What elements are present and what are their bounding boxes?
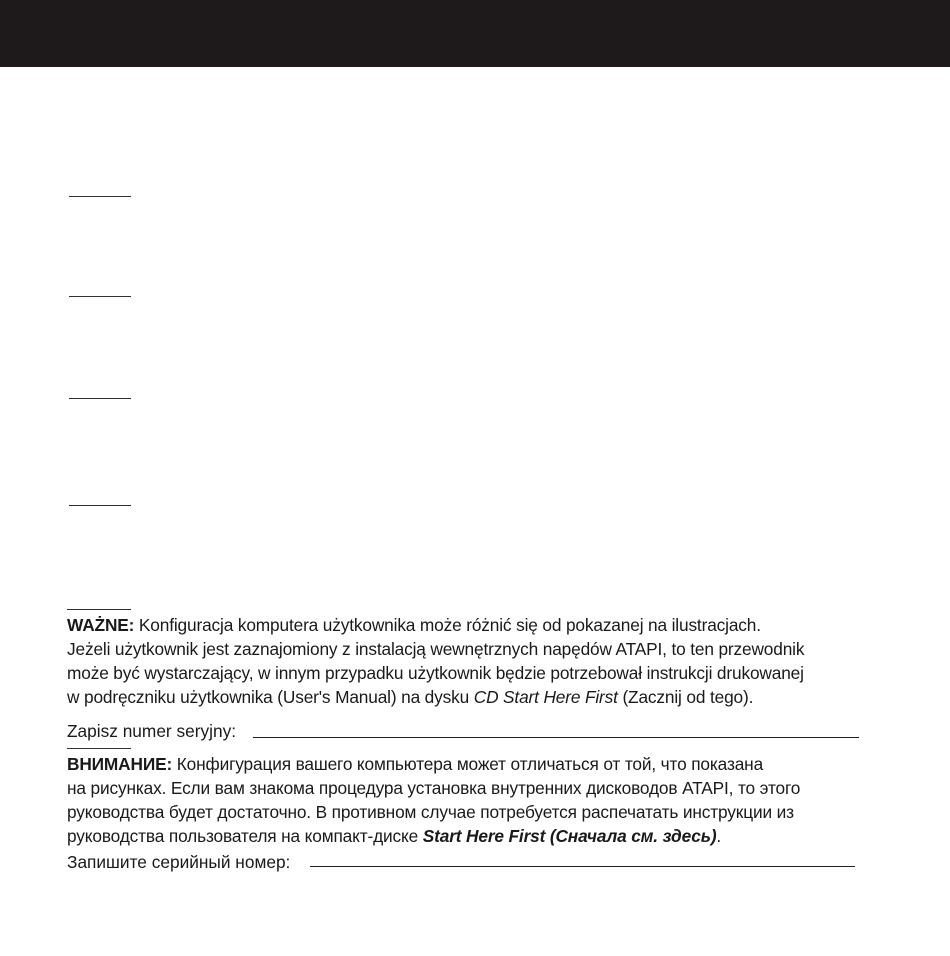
russian-cd-title: Start Here First (Сначала см. здесь): [422, 826, 717, 846]
divider-rule: [67, 748, 131, 749]
polish-notice-line: [67, 685, 877, 709]
polish-serial-label: Zapisz numer seryjny:: [67, 721, 237, 741]
russian-notice-heading: ВНИМАНИЕ:: [67, 754, 173, 774]
divider-rule: [69, 196, 131, 197]
polish-serial-field[interactable]: [253, 737, 859, 738]
russian-notice-line: [67, 752, 877, 776]
polish-cd-title: CD Start Here First: [473, 687, 618, 707]
russian-notice-text: Конфигурация вашего компьютера может отличаться от той, что показана: [176, 754, 764, 774]
polish-notice: [67, 613, 877, 709]
polish-notice-line: Jeżeli użytkownik jest zaznajomiony z instalacją wewnętrznych napędów ATAPI, to ten przewodnik: [67, 639, 805, 659]
polish-notice-line: może być wystarczający, w innym przypadku użytkownik będzie potrzebował instrukcji drukowanej: [67, 663, 804, 683]
header-bar: [0, 0, 950, 67]
russian-notice-line: на рисунках. Если вам знакома процедура установка внутренних дисководов ATAPI, то этого: [67, 778, 801, 798]
russian-notice-line: [67, 824, 877, 848]
russian-notice-text: руководства пользователя на компакт-диске: [67, 826, 423, 846]
russian-serial-field[interactable]: [310, 866, 855, 867]
polish-notice-heading: WAŻNE:: [67, 615, 135, 635]
russian-notice: [67, 752, 877, 848]
russian-notice-line: руководства будет достаточно. В противном случае потребуется распечатать инструкции из: [67, 802, 794, 822]
divider-rule: [67, 609, 131, 610]
polish-notice-text: (Zacznij od tego).: [617, 687, 754, 707]
polish-notice-text: Konfiguracja komputera użytkownika może różnić się od pokazanej na ilustracjach.: [138, 615, 761, 635]
divider-rule: [69, 398, 131, 399]
divider-rule: [69, 505, 131, 506]
russian-serial-label: Запишите серийный номер:: [67, 852, 291, 872]
divider-rule: [69, 296, 131, 297]
russian-notice-text: .: [716, 826, 722, 846]
polish-notice-text: w podręczniku użytkownika (User's Manual) na dysku: [67, 687, 474, 707]
polish-notice-line: [67, 613, 877, 637]
